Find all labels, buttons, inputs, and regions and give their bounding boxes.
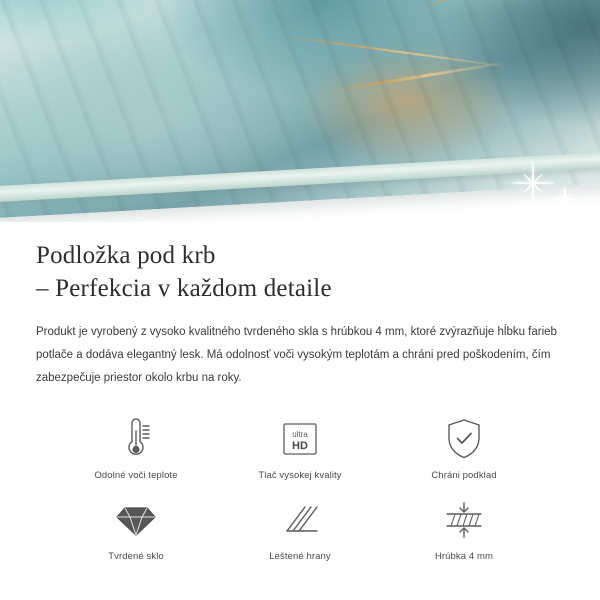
svg-text:ultra: ultra (292, 430, 308, 439)
diamond-icon (114, 497, 158, 543)
feature-item-protects-surface (382, 416, 546, 481)
gold-vein-icon (329, 61, 507, 93)
feature-label: Chráni podklad (431, 470, 497, 481)
feature-label: Tlač vysokej kvality (258, 470, 342, 481)
ultra-hd-icon (279, 416, 321, 462)
hero-image (0, 0, 600, 222)
headline-line-1: Podložka pod krb (36, 242, 216, 269)
feature-item-temperature (54, 416, 218, 481)
feature-label: Hrúbka 4 mm (434, 551, 494, 562)
shield-check-icon (443, 416, 485, 462)
thermometer-icon (116, 416, 156, 462)
hero-image-inner (0, 0, 600, 222)
feature-label: Odolné voči teplote (94, 470, 178, 481)
gold-vein-icon (282, 35, 510, 68)
feature-grid (36, 416, 564, 562)
page-title (36, 240, 564, 305)
polished-edges-icon (279, 497, 321, 543)
feature-item-tempered-glass (54, 497, 218, 562)
body-paragraph: Produkt je vyrobený z vysoko kvalitného tvrdeného skla s hrúbkou 4 mm, ktoré zvýrazňuje hĺbku farieb potlače a dodáva elegantný lesk. Má odolnosť voči vysokým teplotám a chráni pred poškodením, čím zabezpečuje priestor okolo krbu na roky. (36, 326, 557, 384)
feature-label: Tvrdené sklo (108, 551, 164, 562)
svg-text:HD: HD (292, 440, 308, 452)
gold-vein-icon (418, 0, 551, 11)
feature-item-print-quality (218, 416, 382, 481)
content-block (0, 222, 600, 562)
headline-line-2: – Perfekcia v každom detaile (36, 274, 332, 302)
feature-label: Leštené hrany (269, 551, 331, 562)
thickness-icon (441, 497, 487, 543)
feature-item-polished-edges (218, 497, 382, 562)
feature-item-thickness (382, 497, 546, 562)
sparkle-small-icon (552, 186, 578, 212)
